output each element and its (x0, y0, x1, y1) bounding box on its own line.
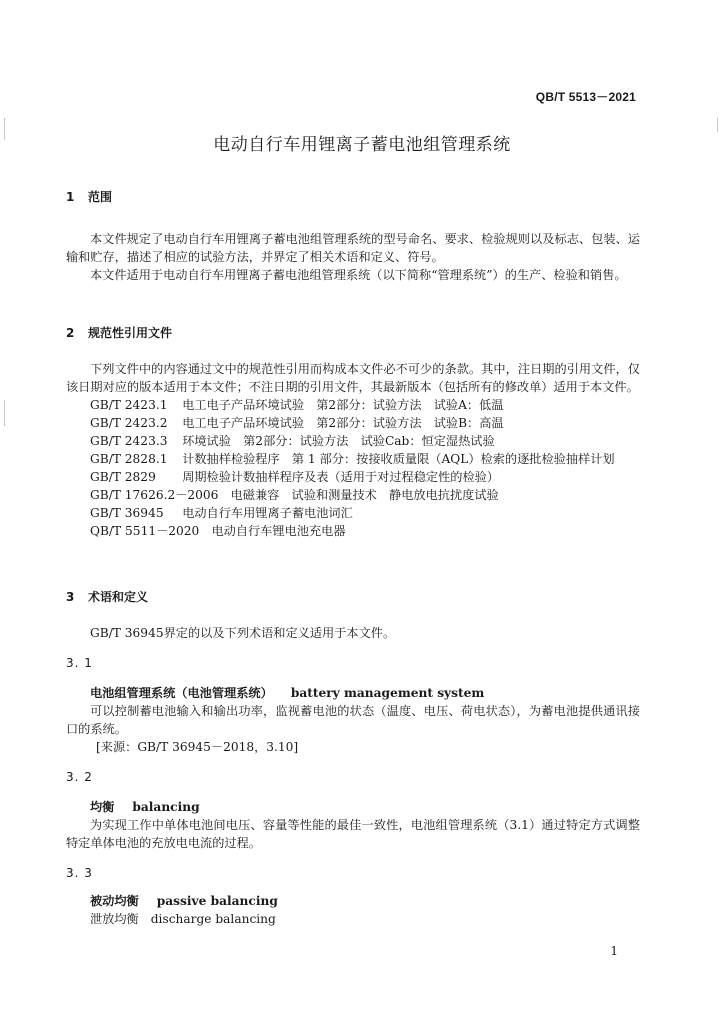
term-entry (66, 798, 640, 816)
term-english: battery management system (290, 686, 485, 700)
section-2-heading (66, 324, 640, 342)
reference-title: 电工电子产品环境试验 第2部分：试验方法 试验A：低温 (182, 398, 504, 412)
section-1-heading (66, 188, 640, 206)
section-number: 1 (66, 190, 75, 204)
term-entry (66, 684, 640, 702)
section-number: 3 (66, 590, 75, 604)
section-2-body (66, 360, 640, 540)
reference-item (66, 468, 640, 486)
clause-3-1 (66, 654, 640, 672)
clause-3-3 (66, 864, 640, 882)
reference-item (66, 414, 640, 432)
term-synonym-chinese: 泄放均衡 (90, 912, 139, 926)
term-3-3 (66, 892, 640, 928)
clause-number: 3. 1 (66, 656, 93, 670)
term-chinese: 电池组管理系统（电池管理系统） (90, 686, 273, 700)
clause-3-2 (66, 768, 640, 786)
reference-item (66, 432, 640, 450)
section-title: 规范性引用文件 (88, 326, 173, 340)
reference-title: 电磁兼容 试验和测量技术 静电放电抗扰度试验 (230, 488, 499, 502)
term-definition: 为实现工作中单体电池间电压、容量等性能的最佳一致性，电池组管理系统（3.1）通过特定方式调整特定单体电池的充放电电流的过程。 (66, 818, 640, 850)
reference-code: GB/T 2828.1 (90, 452, 168, 466)
reference-item (66, 504, 640, 522)
reference-item (66, 522, 640, 540)
standard-code: QB/T 5513－2021 (535, 90, 636, 104)
reference-code: GB/T 2423.3 (90, 434, 168, 448)
section-3-heading (66, 588, 640, 606)
term-english: passive balancing (156, 894, 278, 908)
clause-number: 3. 2 (66, 770, 93, 784)
section-3-intro (66, 624, 640, 642)
term-3-2 (66, 798, 640, 852)
paragraph: GB/T 36945界定的以及下列术语和定义适用于本文件。 (90, 626, 396, 640)
reference-code: GB/T 36945 (90, 506, 164, 520)
reference-code: GB/T 2423.2 (90, 416, 168, 430)
reference-title: 环境试验 第2部分：试验方法 试验Cab：恒定湿热试验 (182, 434, 495, 448)
reference-item (66, 450, 640, 468)
term-definition: 可以控制蓄电池输入和输出功率，监视蓄电池的状态（温度、电压、荷电状态），为蓄电池提供通讯接口的系统。 (66, 704, 640, 736)
document-title: 电动自行车用锂离子蓄电池组管理系统 (213, 135, 511, 155)
paragraph: 本文件规定了电动自行车用锂离子蓄电池组管理系统的型号命名、要求、检验规则以及标志、包装、运输和贮存，描述了相应的试验方法，并界定了相关术语和定义、符号。 (66, 232, 640, 264)
reference-code: GB/T 2829 (90, 470, 156, 484)
term-entry (66, 892, 640, 910)
reference-title: 电动自行车用锂离子蓄电池词汇 (182, 506, 353, 520)
reference-code: QB/T 5511－2020 (90, 524, 200, 538)
reference-title: 电动自行车锂电池充电器 (211, 524, 346, 538)
term-3-1 (66, 684, 640, 756)
paragraph: 下列文件中的内容通过文中的规范性引用而构成本文件必不可少的条款。其中，注日期的引用文件，仅该日期对应的版本适用于本文件；不注日期的引用文件，其最新版本（包括所有的修改单）适用于本文件。 (66, 362, 640, 394)
section-number: 2 (66, 326, 75, 340)
reference-title: 周期检验计数抽样程序及表（适用于对过程稳定性的检验） (182, 470, 500, 484)
paragraph: 本文件适用于电动自行车用锂离子蓄电池组管理系统（以下简称“管理系统”）的生产、检验和销售。 (90, 268, 627, 282)
reference-code: GB/T 17626.2－2006 (90, 488, 219, 502)
term-chinese: 均衡 (90, 800, 115, 814)
reference-code: GB/T 2423.1 (90, 398, 168, 412)
term-source: [来源：GB/T 36945－2018，3.10] (96, 740, 299, 754)
section-1-body (66, 230, 640, 284)
page-number: 1 (610, 944, 618, 958)
clause-number: 3. 3 (66, 866, 93, 880)
term-synonym (66, 910, 640, 928)
reference-title: 计数抽样检验程序 第 1 部分：按接收质量限（AQL）检索的逐批检验抽样计划 (182, 452, 615, 466)
scan-edge-mark (4, 400, 5, 426)
reference-item (66, 486, 640, 504)
term-english: balancing (132, 800, 200, 814)
reference-title: 电工电子产品环境试验 第2部分：试验方法 试验B：高温 (182, 416, 504, 430)
section-title: 术语和定义 (88, 590, 149, 604)
section-title: 范围 (88, 190, 113, 204)
term-synonym-english: discharge balancing (150, 912, 276, 926)
term-chinese: 被动均衡 (90, 894, 139, 908)
reference-item (66, 396, 640, 414)
